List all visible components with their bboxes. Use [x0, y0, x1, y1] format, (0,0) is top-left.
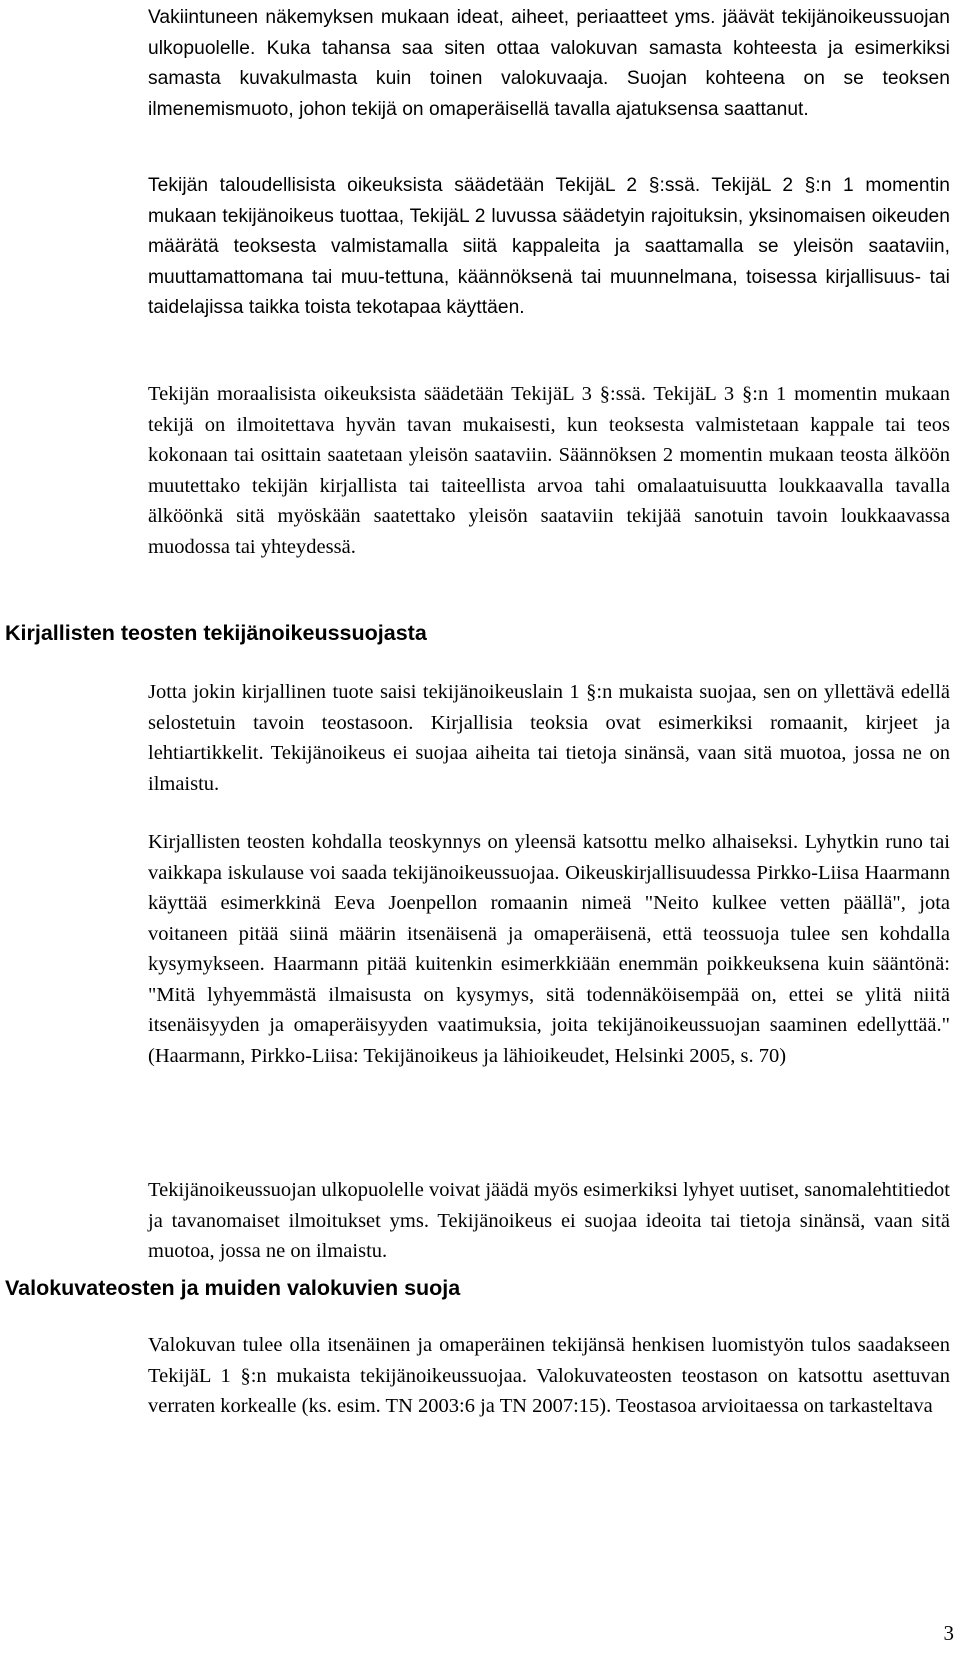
paragraph-idea-expression: Vakiintuneen näkemyksen mukaan ideat, aiheet, periaatteet yms. jäävät tekijänoikeussuojan ulkopuolelle. Kuka tahansa saa siten ottaa valokuvan samasta kohteesta ja esimerkiksi samasta kuvakulmasta kuin toinen valokuvaaja. Suojan kohteena on se teoksen ilmenemismuoto, johon tekijä on omaperäisellä tavalla ajatuksensa saattanut. — [148, 7, 950, 120]
section-heading-photographs: Valokuvateosten ja muiden valokuvien suoja — [5, 1276, 461, 1300]
paragraph-news-exclusion: Tekijänoikeussuojan ulkopuolelle voivat jäädä myös esimerkiksi lyhyet uutiset, sanomalehtitiedot ja tavanomaiset ilmoitukset yms. Tekijänoikeus ei suojaa ideoita tai tietoja sinänsä, vaan sitä muotoa, jossa ne on ilmaistu. — [148, 1179, 950, 1262]
paragraph-moral-rights: Tekijän moraalisista oikeuksista säädetään TekijäL 3 §:ssä. TekijäL 3 §:n 1 momentin mukaan tekijä on ilmoitettava hyvän tavan mukaisesti, kun teoksesta valmistetaan kappale tai teos kokonaan tai osittain saatetaan yleisön saataviin. Säännöksen 2 momentin mukaan teosta älköön muutettako tekijän kirjallista tai taiteellista arvoa tahi omalaatuisuutta loukkaavalla tavalla älköönkä sitä myöskään saatettako yleisön saataviin tekijää sanotuin tavoin loukkaavassa muodossa tai yhteydessä. — [148, 383, 950, 558]
paragraph-literary-threshold: Jotta jokin kirjallinen tuote saisi tekijänoikeuslain 1 §:n mukaista suojaa, sen on yllettävä edellä selostetuin tavoin teostasoon. Kirjallisia teoksia ovat esimerkiksi romaanit, kirjeet ja lehtiartikkelit. Tekijänoikeus ei suojaa aiheita tai tietoja sinänsä, vaan sitä muotoa, jossa ne on ilmaistu. — [148, 681, 950, 795]
section-heading-literary-works: Kirjallisten teosten tekijänoikeussuojasta — [5, 621, 427, 645]
paragraph-economic-rights: Tekijän taloudellisista oikeuksista säädetään TekijäL 2 §:ssä. TekijäL 2 §:n 1 momentin mukaan tekijänoikeus tuottaa, TekijäL 2 luvussa säädetyin rajoituksin, yksinomaisen oikeuden määrätä teoksesta valmistamalla siitä kappaleita ja saattamalla se yleisön saataviin, muuttamattomana tai muu-tettuna, käännöksenä tai muunnelmana, toisessa kirjallisuus- tai taidelajissa taikka toista tekotapaa käyttäen. — [148, 175, 950, 318]
page-number: 3 — [943, 1621, 954, 1645]
paragraph-haarmann-example: Kirjallisten teosten kohdalla teoskynnys on yleensä katsottu melko alhaiseksi. Lyhytkin runo tai vaikkapa iskulause voi saada tekijänoikeussuojaa. Oikeuskirjallisuudessa Pirkko-Liisa Haarmann käyttää esimerkkinä Eeva Joenpellon romaanin nimeä "Neito kulkee vetten päällä", jota voitaneen pitää siinä määrin itsenäisenä ja omaperäisenä, että teossuoja tulee sen kohdalla kysymykseen. Haarmann pitää kuitenkin esimerkkiään enemmän poikkeuksena kuin sääntönä: "Mitä lyhyemmästä ilmaisusta on kysymys, sitä todennäköisempää on, ettei se ylitä niitä itsenäisyyden ja omaperäisyyden vaatimuksia, joita tekijänoikeussuojan saaminen edellyttää." (Haarmann, Pirkko-Liisa: Tekijänoikeus ja lähioikeudet, Helsinki 2005, s. 70) — [148, 831, 950, 1067]
paragraph-photograph-protection: Valokuvan tulee olla itsenäinen ja omaperäinen tekijänsä henkisen luomistyön tulos saadakseen TekijäL 1 §:n mukaista tekijänoikeussuojaa. Valokuvateosten teostason on katsottu asettuvan verraten korkealle (ks. esim. TN 2003:6 ja TN 2007:15). Teostasoa arvioitaessa on tarkasteltava — [148, 1334, 950, 1417]
